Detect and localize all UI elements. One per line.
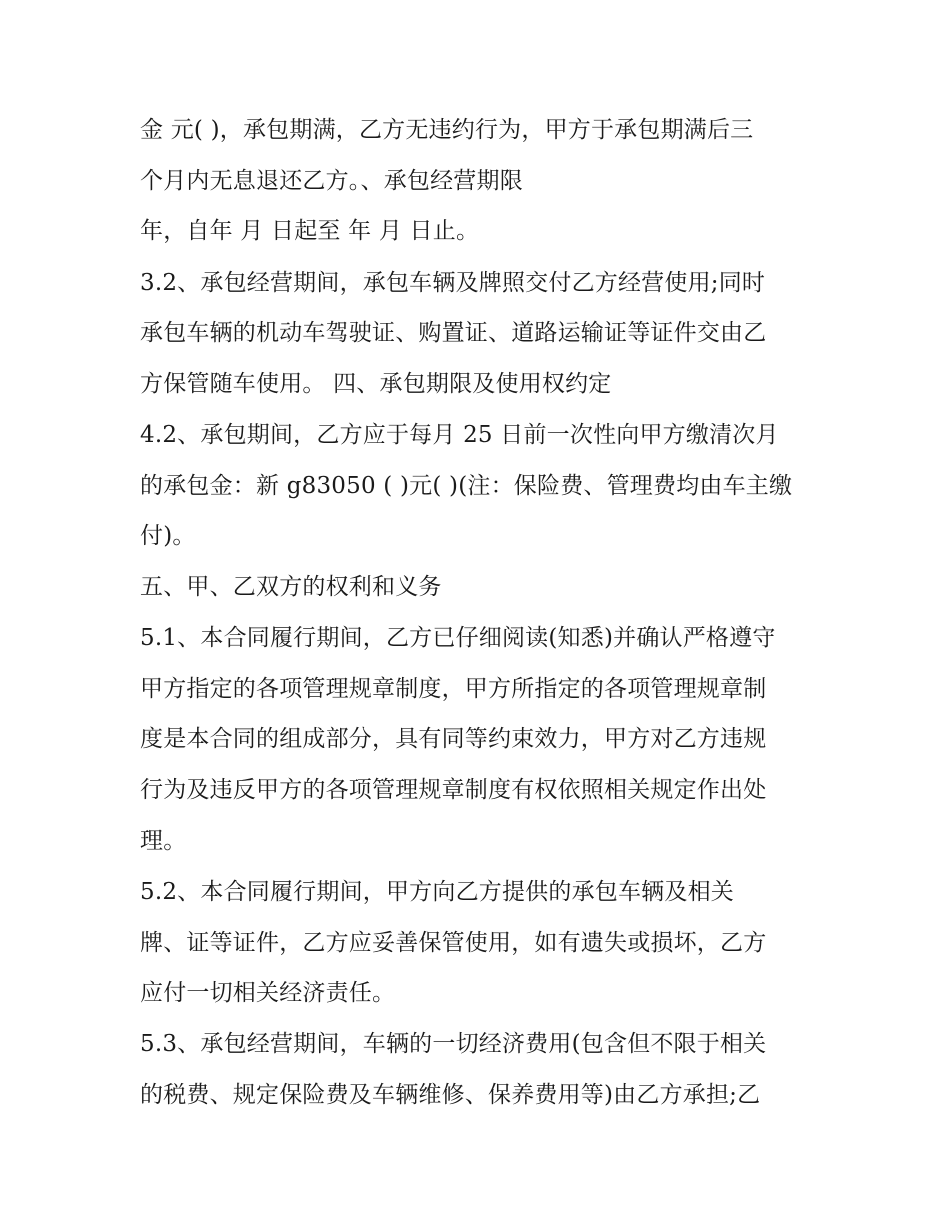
section-heading-5: 五、甲、乙双方的权利和义务 [140, 574, 442, 600]
text-line-13: 度是本合同的组成部分，具有同等约束效力，甲方对乙方违规 [140, 726, 767, 752]
text-line-12: 甲方指定的各项管理规章制度，甲方所指定的各项管理规章制 [140, 676, 767, 702]
text-line-1: 金 元( )，承包期满，乙方无违约行为，甲方于承包期满后三 [140, 117, 754, 143]
text-line-4: 3.2、承包经营期间，承包车辆及牌照交付乙方经营使用;同时 [140, 270, 766, 296]
text-line-20: 的税费、规定保险费及车辆维修、保养费用等)由乙方承担;乙 [140, 1082, 761, 1108]
text-line-11: 5.1、本合同履行期间，乙方已仔细阅读(知悉)并确认严格遵守 [140, 625, 776, 651]
text-line-9: 付)。 [140, 523, 196, 549]
text-line-17: 牌、证等证件，乙方应妥善保管使用，如有遗失或损坏，乙方 [140, 930, 767, 956]
text-line-5: 承包车辆的机动车驾驶证、购置证、道路运输证等证件交由乙 [140, 320, 767, 346]
text-line-16: 5.2、本合同履行期间，甲方向乙方提供的承包车辆及相关 [140, 879, 734, 905]
text-line-15: 理。 [140, 828, 187, 854]
text-line-6: 方保管随车使用。 四、承包期限及使用权约定 [140, 371, 612, 397]
text-line-19: 5.3、承包经营期间，车辆的一切经济费用(包含但不限于相关 [140, 1031, 767, 1057]
text-line-14: 行为及违反甲方的各项管理规章制度有权依照相关规定作出处 [140, 777, 767, 803]
text-line-7: 4.2、承包期间，乙方应于每月 25 日前一次性向甲方缴清次月 [140, 422, 779, 448]
text-line-2: 个月内无息退还乙方。、承包经营期限 [140, 168, 523, 194]
text-line-3: 年，自年 月 日起至 年 月 日止。 [140, 218, 480, 244]
text-line-8: 的承包金：新 g83050 ( )元( )(注：保险费、管理费均由车主缴 [140, 473, 793, 499]
text-line-18: 应付一切相关经济责任。 [140, 980, 396, 1006]
